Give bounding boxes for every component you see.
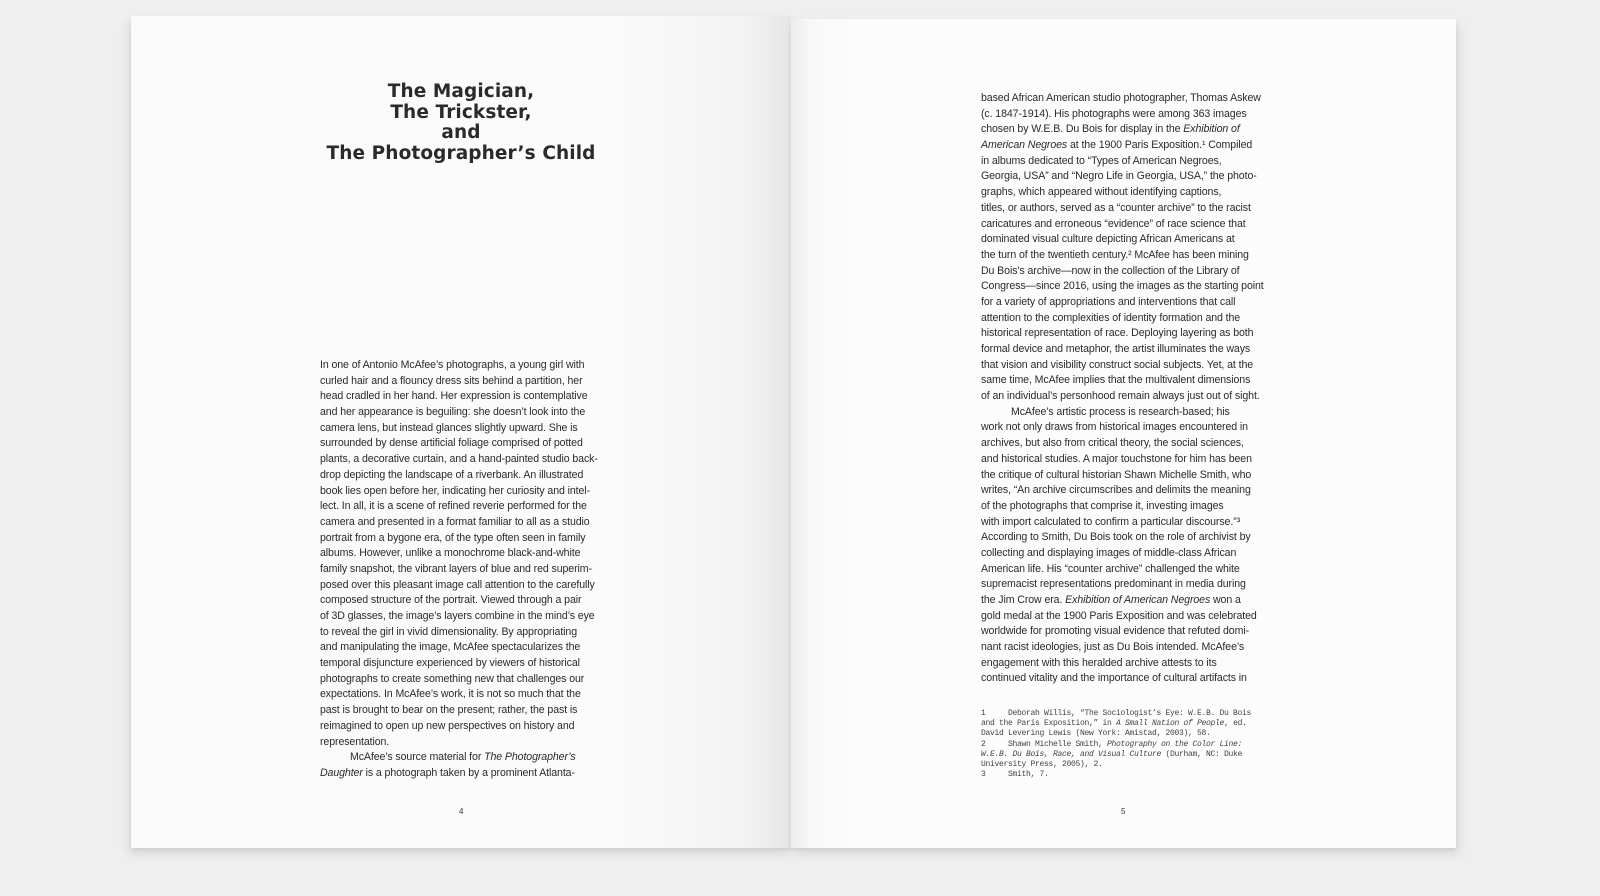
chapter-title	[171, 82, 751, 164]
italic-title-run: Exhibition of American Negroes	[1065, 594, 1211, 606]
body-line: reimagined to open up new perspectives on history and	[320, 719, 575, 732]
body-line: plants, a decorative curtain, and a hand-painted studio back-	[320, 453, 598, 466]
body-line: Congress—since 2016, using the images as the starting point	[981, 280, 1264, 293]
footnote-line	[981, 740, 1281, 750]
body-line	[981, 122, 1281, 138]
body-line: Du Bois’s archive—now in the collection of the Library of	[981, 264, 1240, 277]
body-line: and manipulating the image, McAfee spectacularizes the	[320, 641, 581, 654]
body-line: historical representation of race. Deploying layering as both	[981, 327, 1254, 340]
body-line	[320, 750, 610, 766]
text-run: is a photograph taken by a prominent Atlanta-	[362, 766, 575, 779]
footnote-text-run: David Levering Lewis (New York: Amistad, 2003), 58.	[981, 729, 1211, 739]
body-line: nant racist ideologies, just as Du Bois intended. McAfee’s	[981, 641, 1245, 654]
body-line: that vision and visibility construct social subjects. Yet, at the	[981, 358, 1254, 371]
title-line: The Trickster,	[390, 101, 532, 123]
body-line: drop depicting the landscape of a riverbank. An illustrated	[320, 468, 584, 481]
body-line: in albums dedicated to “Types of American Negroes,	[981, 154, 1222, 167]
footnote-text-run: 2 Shawn Michelle Smith,	[981, 739, 1108, 749]
body-line: book lies open before her, indicating her curiosity and intel-	[320, 484, 590, 497]
body-line: temporal disjuncture experienced by viewers of historical	[320, 657, 580, 670]
body-line: expectations. In McAfee’s work, it is not so much that the	[320, 688, 581, 701]
footnote-italic-run: A Small Nation of People	[1116, 719, 1225, 729]
body-line: representation.	[320, 735, 390, 748]
body-line: work not only draws from historical images encountered in	[981, 421, 1248, 434]
text-run: the Jim Crow era.	[981, 594, 1066, 606]
body-line: archives, but also from critical theory, the social sciences,	[981, 437, 1244, 450]
body-line: based African American studio photographer, Thomas Askew	[981, 92, 1261, 104]
body-line: formal device and metaphor, the artist illuminates the ways	[981, 343, 1251, 355]
body-line: worldwide for promoting visual evidence that refuted domi-	[981, 625, 1250, 638]
title-line: The Photographer’s Child	[326, 142, 596, 164]
body-line: Georgia, USA” and “Negro Life in Georgia, USA,” the photo-	[981, 170, 1257, 183]
body-line: collecting and displaying images of middle-class African	[981, 546, 1237, 559]
body-line: graphs, which appeared without identifying captions,	[981, 186, 1222, 199]
body-line	[981, 593, 1281, 609]
body-line: of 3D glasses, the image’s layers combine in the mind’s eye	[320, 610, 595, 622]
body-line: posed over this pleasant image call attention to the carefully	[320, 578, 595, 591]
body-line: caricatures and erroneous “evidence” of race science that	[981, 217, 1246, 230]
body-line: photographs to create something new that challenges our	[320, 672, 585, 685]
italic-title-run: Exhibition of	[1183, 123, 1240, 136]
text-run: McAfee’s source material for	[350, 751, 485, 764]
footnote-line	[981, 719, 1281, 729]
footnote-italic-run: W.E.B. Du Bois, Race, and Visual Culture	[981, 749, 1162, 759]
body-line: American life. His “counter archive” challenged the white	[981, 562, 1240, 575]
footnote-text-run: , ed.	[1224, 719, 1247, 729]
title-line: and	[441, 122, 481, 143]
page-number: 4	[459, 807, 464, 816]
body-line: and historical studies. A major touchstone for him has been	[981, 452, 1252, 465]
body-line: to reveal the girl in vivid dimensionality. By appropriating	[320, 625, 578, 638]
body-line: the critique of cultural historian Shawn Michelle Smith, who	[981, 468, 1252, 481]
page-number: 5	[1121, 807, 1126, 816]
body-line: of an individual’s personhood remain always just out of sight.	[981, 390, 1260, 403]
body-line: McAfee’s artistic process is research-based; his	[1011, 405, 1230, 418]
body-line	[981, 138, 1281, 154]
body-line: and her appearance is beguiling: she doesn’t look into the	[320, 406, 586, 419]
footnote-text-run: and the Paris Exposition,” in	[981, 719, 1117, 729]
title-line: The Magician,	[387, 81, 535, 102]
body-line: lect. In all, it is a scene of refined reverie performed for the	[320, 500, 587, 513]
body-line: (c. 1847-1914). His photographs were among 363 images	[981, 107, 1247, 120]
body-line: attention to the complexities of identity formation and the	[981, 311, 1241, 324]
italic-title-run: American Negroes	[981, 139, 1068, 152]
footnote-text-run: (Durham, NC: Duke	[1161, 749, 1243, 759]
body-line: the turn of the twentieth century.² McAfee has been mining	[981, 248, 1249, 261]
footnote-line	[981, 750, 1281, 760]
footnote-line	[981, 760, 1281, 770]
italic-title-run: The Photographer’s	[484, 751, 576, 764]
body-line: with import calculated to confirm a particular discourse.”³	[981, 515, 1241, 528]
body-line: for a variety of appropriations and interventions that call	[981, 295, 1236, 308]
footnote-line	[981, 709, 1281, 719]
body-line: titles, or authors, served as a “counter archive” to the racist	[981, 201, 1251, 214]
body-line: engagement with this heralded archive attests to its	[981, 656, 1217, 669]
footnote-text-run: 1 Deborah Willis, “The Sociologist’s Eye: W.E.B. Du Bois	[981, 709, 1252, 718]
body-line: same time, McAfee implies that the multivalent dimensions	[981, 374, 1251, 387]
body-line: past is brought to bear on the present; rather, the past is	[320, 704, 578, 717]
body-line	[320, 766, 610, 782]
body-line: In one of Antonio McAfee’s photographs, a young girl with	[320, 359, 585, 371]
body-line: head cradled in her hand. Her expression is contemplative	[320, 390, 588, 403]
body-line: dominated visual culture depicting African Americans at	[981, 233, 1235, 246]
left-page	[131, 16, 791, 848]
body-line: portrait from a bygone era, of the type often seen in family	[320, 531, 586, 544]
right-body-text	[981, 91, 1281, 687]
footnote-line	[981, 729, 1281, 739]
body-line: of the photographs that comprise it, investing images	[981, 499, 1224, 512]
body-line: gold medal at the 1900 Paris Exposition and was celebrated	[981, 609, 1257, 622]
footnote-italic-run: Photography on the Color Line:	[1107, 739, 1243, 749]
footnotes	[981, 709, 1281, 780]
body-line: family snapshot, the vibrant layers of blue and red superim-	[320, 562, 592, 575]
body-line: camera lens, but instead glances slightly upward. She is	[320, 421, 578, 434]
body-line: camera and presented in a format familiar to all as a studio	[320, 515, 590, 528]
footnote-text-run: 3 Smith, 7.	[981, 770, 1049, 780]
footnote-line	[981, 770, 1281, 780]
text-run: at the 1900 Paris Exposition.¹ Compiled	[1067, 139, 1253, 152]
left-body-text	[320, 358, 610, 782]
body-line: albums. However, unlike a monochrome black-and-white	[320, 547, 581, 560]
body-line: surrounded by dense artificial foliage comprised of potted	[320, 437, 583, 450]
body-line: writes, “An archive circumscribes and delimits the meaning	[981, 484, 1251, 497]
text-run: won a	[1210, 594, 1241, 606]
right-page	[791, 19, 1456, 848]
left-paragraph-1	[320, 358, 610, 750]
body-line: composed structure of the portrait. Viewed through a pair	[320, 594, 582, 607]
body-line: continued vitality and the importance of cultural artifacts in	[981, 672, 1247, 685]
text-run: chosen by W.E.B. Du Bois for display in the	[981, 123, 1184, 136]
body-line: supremacist representations predominant in media during	[981, 578, 1246, 591]
body-line: curled hair and a flouncy dress sits behind a partition, her	[320, 374, 583, 387]
body-line: According to Smith, Du Bois took on the role of archivist by	[981, 531, 1251, 544]
footnote-text-run: University Press, 2005), 2.	[981, 759, 1103, 769]
italic-title-run: Daughter	[320, 766, 363, 779]
